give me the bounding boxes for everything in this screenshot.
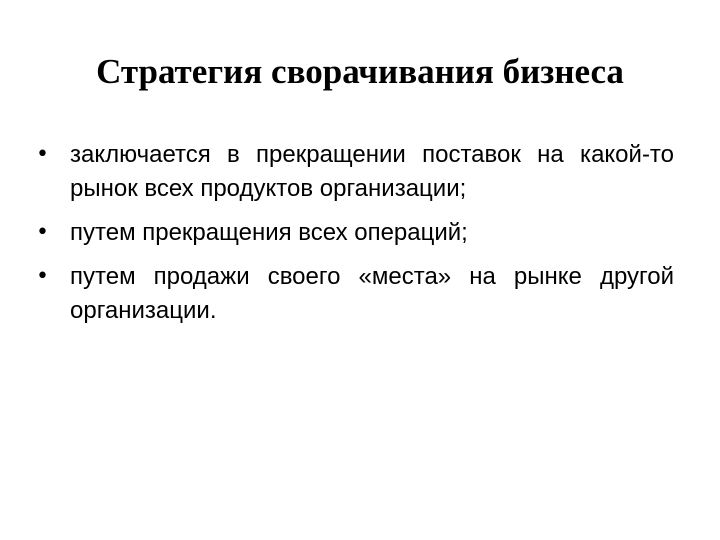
bullet-icon: • <box>36 142 49 167</box>
bullet-item <box>36 216 674 250</box>
bullet-item <box>36 138 674 206</box>
slide-title: Стратегия сворачивания бизнеса <box>96 52 624 91</box>
bullet-icon: • <box>36 264 49 289</box>
bullet-text: путем прекращения всех операций; <box>70 219 468 246</box>
bullet-item <box>36 260 674 328</box>
bullet-list <box>36 138 674 338</box>
bullet-text: заключается в прекращении поставок на какой-то рынок всех продуктов организации; <box>70 141 674 202</box>
bullet-icon: • <box>36 220 49 245</box>
bullet-text: путем продажи своего «места» на рынке другой организации. <box>70 263 674 324</box>
